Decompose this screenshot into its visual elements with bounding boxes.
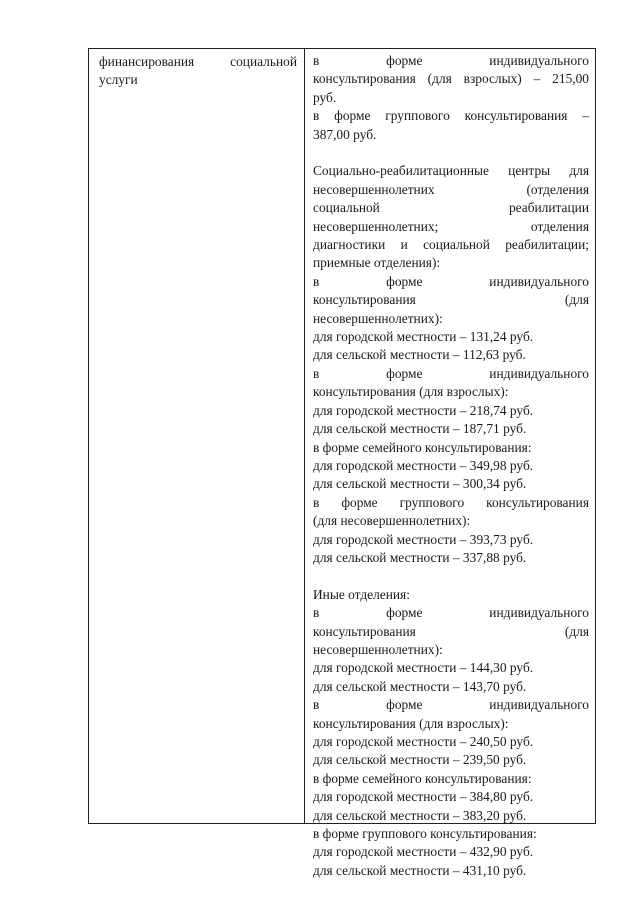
right-cell-text-line: диагностики и социальной реабилитации; [313, 237, 589, 253]
right-cell-text-line: несовершеннолетних (отделения [313, 181, 589, 197]
right-cell-text-line: в форме индивидуального [313, 697, 589, 713]
right-cell-spacer [313, 567, 589, 585]
tariff-table [88, 48, 596, 878]
left-cell-text-line: услуги [99, 72, 138, 88]
right-cell-text-line: руб. [313, 89, 337, 105]
right-cell-text-line: в форме группового консультирования: [313, 826, 537, 842]
right-cell-text-line: 387,00 руб. [313, 126, 377, 142]
left-cell-text-line: финансирования социальной [99, 54, 297, 69]
right-cell-text-line: для сельской местности – 337,88 руб. [313, 549, 527, 565]
right-cell-text-line: в форме группового консультирования [313, 494, 589, 510]
right-cell-text-line: для городской местности – 131,24 руб. [313, 329, 534, 345]
right-cell-text-line: для сельской местности – 431,10 руб. [313, 862, 527, 878]
right-cell-text-line: консультирования (для [313, 292, 589, 308]
right-cell-text-line: в форме семейного консультирования: [313, 770, 532, 786]
right-cell-text-line: для городской местности – 218,74 руб. [313, 402, 534, 418]
right-cell-text-line: для сельской местности – 112,63 руб. [313, 347, 526, 363]
right-cell-text-line: для городской местности – 240,50 руб. [313, 734, 534, 749]
right-cell-text-line: приемные отделения): [313, 255, 441, 271]
right-cell-text-line: Социально-реабилитационные центры для [313, 163, 589, 179]
right-cell-text-line: социальной реабилитации [313, 200, 589, 216]
right-cell-text-line: в форме индивидуального [313, 53, 589, 68]
right-cell-text-line: консультирования (для взрослых) – 215,00 [313, 71, 589, 87]
right-cell-text-line: консультирования (для [313, 623, 589, 639]
right-cell-text-line: в форме индивидуального [313, 365, 589, 381]
right-cell-text-line: Иные отделения: [313, 586, 410, 602]
right-cell-text-line: для городской местности – 384,80 руб. [313, 789, 534, 805]
financing-label-cell [89, 49, 305, 823]
right-cell-text-line: несовершеннолетних): [313, 310, 443, 326]
right-cell-text-line: для городской местности – 349,98 руб. [313, 457, 534, 473]
right-cell-text-line: для сельской местности – 143,70 руб. [313, 678, 527, 694]
right-cell-text-line: для сельской местности – 239,50 руб. [313, 752, 527, 768]
right-cell-text-line: в форме семейного консультирования: [313, 439, 532, 455]
right-cell-text-line: (для несовершеннолетних): [313, 513, 471, 529]
right-cell-text-line: несовершеннолетних): [313, 641, 443, 657]
right-cell-text-line: для сельской местности – 383,20 руб. [313, 807, 527, 823]
right-cell-text-line: консультирования (для взрослых): [313, 384, 509, 400]
right-cell-spacer [313, 144, 589, 162]
right-cell-text-line: в форме группового консультирования – [313, 108, 589, 124]
right-cell-text-line: для городской местности – 393,73 руб. [313, 531, 534, 547]
right-cell-text-line: в форме индивидуального [313, 273, 589, 289]
right-cell-text-line: для городской местности – 432,90 руб. [313, 844, 534, 860]
right-cell-text-line: в форме индивидуального [313, 605, 589, 621]
right-cell-text-line: несовершеннолетних; отделения [313, 218, 589, 234]
right-cell-text-line: консультирования (для взрослых): [313, 715, 509, 731]
right-cell-text-line: для сельской местности – 187,71 руб. [313, 421, 527, 437]
tariff-values-cell [305, 49, 595, 878]
right-cell-text-line: для сельской местности – 300,34 руб. [313, 476, 527, 492]
right-cell-text-line: для городской местности – 144,30 руб. [313, 660, 534, 676]
